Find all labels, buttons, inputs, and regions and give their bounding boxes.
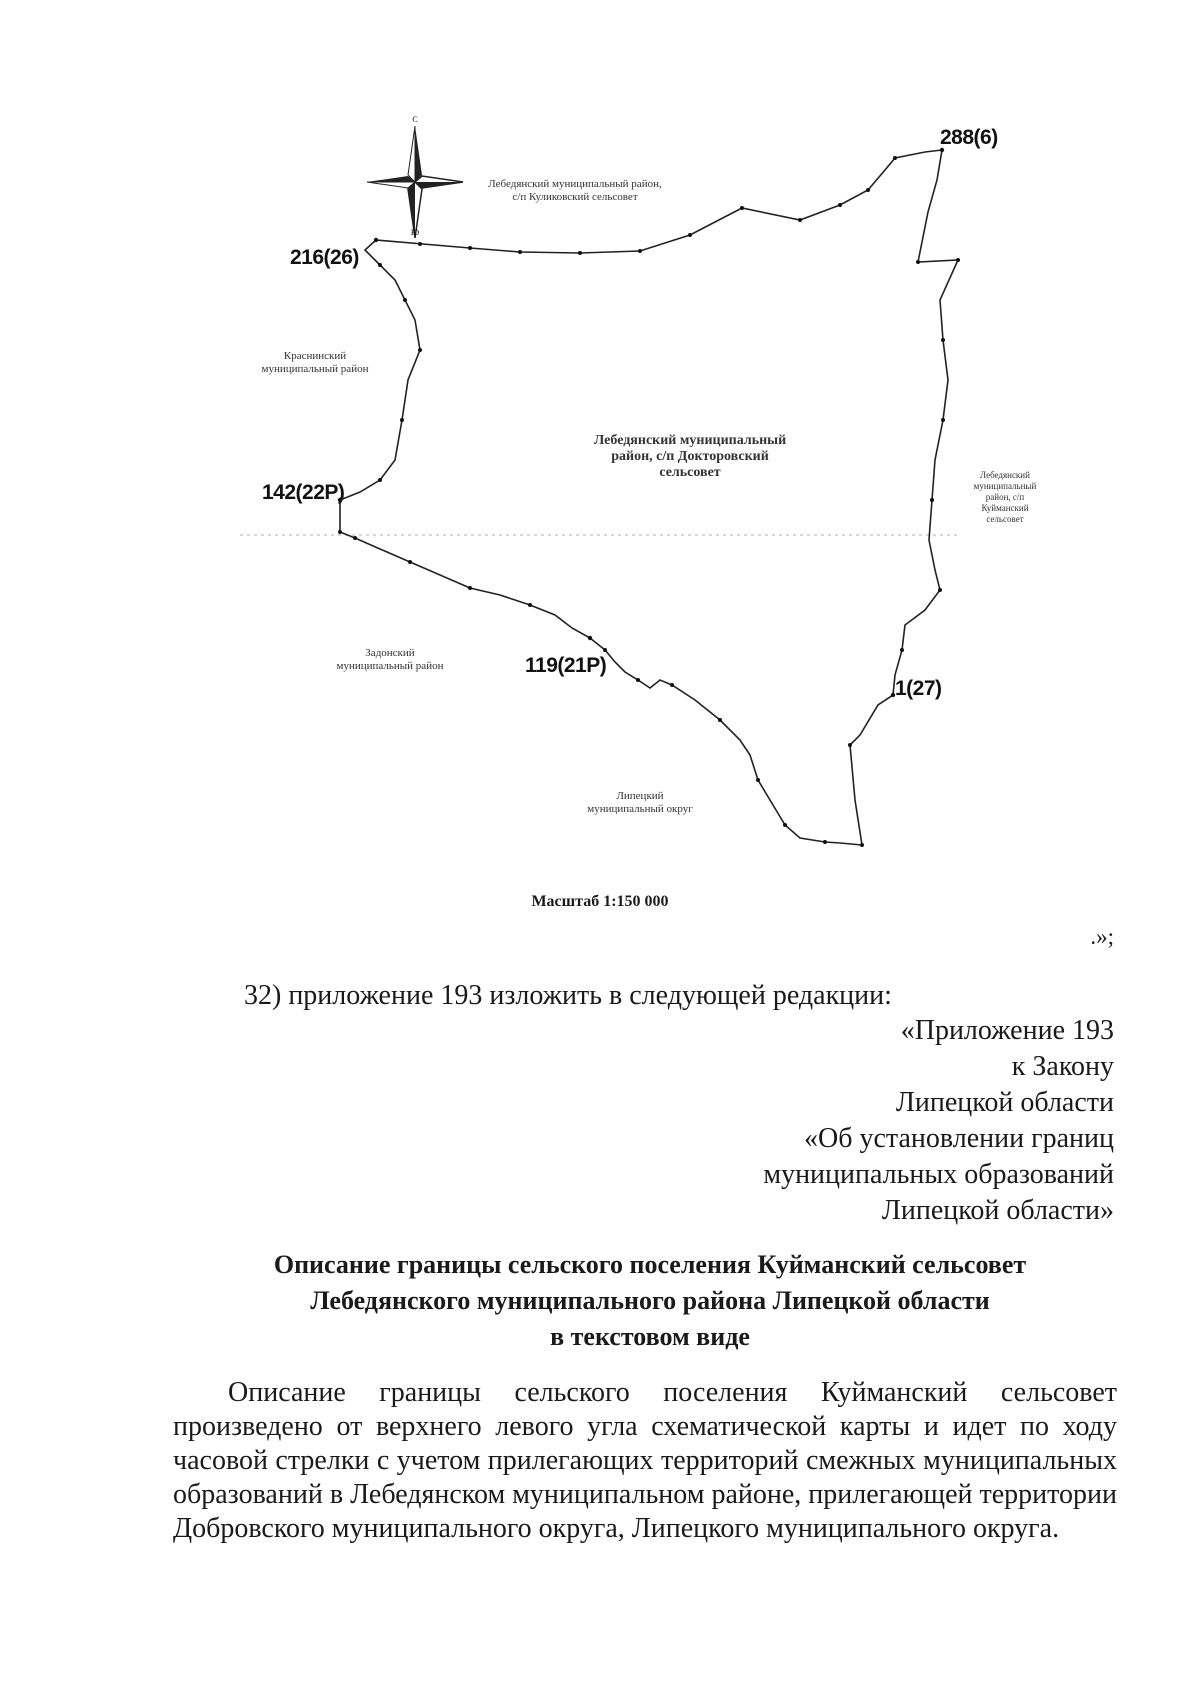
- heading-line1: Описание границы сельского поселения Куйманский сельсовет: [273, 1250, 1027, 1279]
- north-neighbor-line2: с/п Куликовский сельсовет: [512, 191, 638, 203]
- east-neighbor-label: [960, 470, 1050, 525]
- amendment-item: 32) приложение 193 изложить в следующей редакции:: [244, 980, 892, 1011]
- document-heading: [0, 1247, 1200, 1355]
- point-label-216: 216(26): [290, 246, 359, 269]
- appendix-line3: Липецкой области: [895, 1087, 1114, 1118]
- appendix-line2: к Закону: [1011, 1051, 1114, 1082]
- west-neighbor-line1: Краснинский: [283, 350, 347, 362]
- boundary-vertices: [338, 148, 960, 847]
- description-paragraph: Описание границы сельского поселения Куйманский сельсовет произведено от верхнего левого угла схематической карты и идет по ходу часовой стрелки с учетом прилегающих территорий смежных муниципальных образований в Лебедянском муниципальном районе, прилегающей территории Добровского муниципального округа, Липецкого муниципального округа.: [173, 1377, 1117, 1544]
- compass-north-label: С: [412, 115, 418, 124]
- center-area-line3: сельсовет: [659, 465, 721, 480]
- point-label-1: 1(27): [895, 677, 942, 700]
- east-neighbor-line3: район, с/п: [985, 492, 1025, 502]
- appendix-reference: [614, 1013, 1114, 1229]
- southwest-neighbor-line2: муниципальный район: [336, 660, 444, 672]
- center-area-label: [575, 433, 805, 481]
- east-neighbor-line2: муниципальный: [973, 481, 1037, 491]
- center-area-line1: Лебедянский муниципальный: [593, 433, 787, 448]
- south-neighbor-line2: муниципальный округ: [587, 803, 693, 815]
- heading-line3: в текстовом виде: [550, 1322, 750, 1351]
- appendix-line6: Липецкой области»: [881, 1195, 1114, 1226]
- appendix-line4: «Об установлении границ: [804, 1123, 1114, 1154]
- point-label-119: 119(21Р): [525, 654, 607, 677]
- appendix-line5: муниципальных образований: [763, 1159, 1114, 1190]
- point-label-288: 288(6): [940, 126, 998, 149]
- heading-line2: Лебедянского муниципального района Липецкой области: [310, 1286, 990, 1315]
- south-neighbor-label: [560, 790, 720, 816]
- map-scale: Масштаб 1:150 000: [531, 893, 669, 910]
- center-area-line2: район, с/п Докторовский: [611, 449, 769, 464]
- settlement-boundary: [340, 150, 958, 845]
- appendix-line1: «Приложение 193: [900, 1015, 1114, 1046]
- east-neighbor-line4: Куйманский: [981, 503, 1029, 513]
- south-neighbor-line1: Липецкий: [616, 790, 664, 802]
- southwest-neighbor-label: [310, 647, 470, 673]
- point-label-142: 142(22Р): [262, 481, 345, 504]
- compass-south-label: Ю: [410, 228, 420, 237]
- closing-quote: .»;: [1090, 924, 1114, 949]
- compass-rose-icon: [367, 126, 463, 238]
- north-neighbor-line1: Лебедянский муниципальный район,: [488, 178, 662, 190]
- southwest-neighbor-line1: Задонский: [365, 647, 415, 659]
- west-neighbor-line2: муниципальный район: [261, 363, 369, 375]
- north-neighbor-label: [470, 178, 680, 204]
- west-neighbor-label: [240, 350, 390, 376]
- east-neighbor-line5: сельсовет: [986, 514, 1024, 524]
- east-neighbor-line1: Лебедянский: [980, 470, 1030, 480]
